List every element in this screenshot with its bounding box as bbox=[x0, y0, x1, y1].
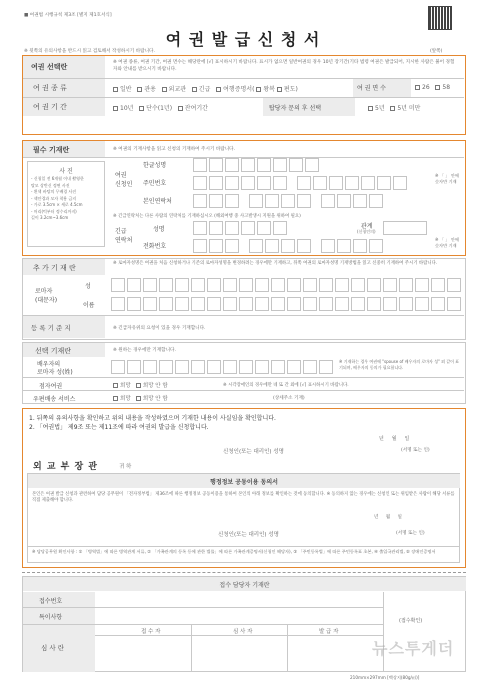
receipt-number-label: 접수번호 bbox=[39, 598, 63, 605]
passport-pages-label: 여 권 면 수 bbox=[357, 85, 386, 92]
required-instruction: ※ 여권의 기재사항을 읽고 신청의 기재하여 주시기 바랍니다. bbox=[113, 147, 236, 152]
photo-notes: - 신청일 전 6개월 이내 촬영한 탈모 상반신 정면 사진 - 흰색 바탕의 무배경 사진 - 색안경과 모자 착용 금지 - 가로 3.5cm × 세로 4.5cm - 머리(턱부터 정수리까지) 길이 3.2cm~3.6cm bbox=[31, 176, 84, 220]
domestic-note-2: ※ 「 」 안에 숫자만 기재 bbox=[435, 237, 459, 248]
spouse-label: 배우자의 로마자 성(姓) bbox=[37, 361, 73, 376]
optional-section bbox=[22, 342, 466, 404]
watermark: 뉴스투게더 bbox=[372, 639, 455, 658]
cut-line bbox=[22, 572, 466, 573]
passport-type-label: 여 권 종 류 bbox=[33, 84, 67, 92]
spouse-note: ※ 기재하는 경우 여권에 "spouse of 배우자의 로마자 성" 외 같이 표기되며, 배우자의 동의가 필요합니다. bbox=[339, 359, 460, 370]
special-notes-label: 특이사항 bbox=[39, 614, 63, 621]
reviewer-label: 심 사 자 bbox=[233, 629, 253, 635]
braille-note: ※ 시각장애인의 경우에만 네 또 간 외에 [√] 표시하시기 바랍니다. bbox=[223, 383, 349, 388]
required-section bbox=[22, 140, 466, 256]
receiver-label: 접 수 자 bbox=[141, 629, 161, 635]
optional-label: 선택 기재란 bbox=[35, 347, 72, 355]
additional-instruction: ※ 로마자성명은 여권을 처음 신청하거나 기존의 로마자성명을 변경하려는 경우에만 기재하고, 뒤쪽 여권의 로마자성명 기재방법을 읽고 신중히 기재하여 주시기 바랍니다. bbox=[113, 261, 438, 266]
receipt-confirm-label: (접수확인) bbox=[399, 618, 423, 624]
declaration-date: 년 월 일 bbox=[379, 436, 410, 442]
passport-selection-instruction: ※ 여권 종류, 여권 기간, 여권 면수는 해당란에 [√] 표시하시기 바랍니다. 표시가 없으면 일반여권의 경우 10년 장기간(기타 법령 여권은 발급되어, 지시한 사람은 붉어 경험자와 안내를 받으시기 바랍니다. bbox=[113, 60, 455, 72]
issuer-label: 발 급 자 bbox=[319, 629, 339, 635]
form-reference: ■ 여권법 시행규칙 제3조 [별지 제1호서식] bbox=[24, 13, 112, 18]
passport-period-options[interactable]: 10년 단수(1년) 잔여기간 bbox=[113, 103, 208, 112]
paper-size: 210mm×297mm [백상지(80g/㎡)] bbox=[350, 675, 420, 680]
photo-box bbox=[27, 161, 105, 247]
relation-sub-label: (신청인의) bbox=[357, 229, 376, 234]
mail-delivery-label: 우편배송 서비스 bbox=[33, 396, 76, 403]
emergency-name-label: 성명 bbox=[153, 226, 165, 233]
front-mark: (앞쪽) bbox=[430, 49, 443, 54]
applicant-label: 여권 신청인 bbox=[115, 172, 133, 188]
consent-box bbox=[27, 473, 460, 563]
declaration-line-1: 1. 뒤쪽의 유의사항을 확인하고 위의 내용을 작성하였으며 기재한 내용이 사실임을 확인합니다. bbox=[29, 415, 276, 422]
optional-period-label: 탑당자 문의 후 선택 bbox=[269, 105, 322, 112]
consent-footer: ※ 담당공무원 확인사항 : ① 「병역법」에 따른 병역관계 서류, ② 「가족관계의 등록 등에 관한 법률」에 따른 가족관계증명서(신청인 해당자), ③ 「주민등록법」에 따른 주민등록표 초본, ④ 출입국관리법, ⑤ 장애인증명서 bbox=[32, 549, 436, 554]
declaration-signer: 신청인(또는 대리인) 성명 bbox=[223, 449, 284, 455]
office-use-title: 접수 담당자 기재란 bbox=[219, 582, 270, 589]
korean-name-label: 한글성명 bbox=[143, 162, 167, 169]
declaration-sign-note: (서명 또는 인) bbox=[401, 448, 430, 453]
recipient-honorific: 귀 하 bbox=[119, 464, 132, 470]
optional-period-options[interactable]: 5년 5년 미만 bbox=[368, 103, 420, 112]
page-title: 여 권 발 급 신 청 서 bbox=[165, 30, 321, 49]
consent-signer: 신청인(또는 대리인) 성명 bbox=[218, 532, 279, 538]
optional-instruction: ※ 원하는 경우에만 기재합니다. bbox=[113, 348, 176, 353]
given-name-label: 이름 bbox=[83, 302, 95, 309]
declaration-section bbox=[22, 408, 466, 568]
passport-period-label: 여 권 기 간 bbox=[33, 103, 67, 111]
passport-pages-options[interactable]: 26 58 bbox=[415, 84, 450, 91]
passport-type-options[interactable]: 일반 관용 외교관 긴급 여행증명서( 왕복 편도) bbox=[113, 84, 298, 93]
top-notice: ※ 뒷쪽의 유의사항을 반드시 읽고 검토해서 작성하시기 바랍니다. bbox=[24, 49, 155, 54]
photo-title: 사 진 bbox=[59, 168, 73, 175]
braille-options[interactable]: 희망 희망 안 함 bbox=[113, 381, 168, 389]
contact-label: 본인연락처 bbox=[143, 198, 172, 205]
consent-body: 본인은 여권 발급 신청과 관련하여 담당 공무원이 「전자정부법」 제36조에 따른 행정정보 공동이용을 통하여 본인의 아래 정보를 확인하는 것에 동의합니다. ※ 동의하지 않는 경우에는 신청인 또는 위임받은 사람이 해당 서류를 직접 제출해야 합니다. bbox=[32, 492, 455, 503]
consent-date: 년 월 일 bbox=[374, 515, 402, 520]
mail-delivery-options[interactable]: 희망 희망 안 함 bbox=[113, 394, 168, 402]
relation-label: 관계 bbox=[361, 223, 373, 230]
passport-selection-label: 여권 선택란 bbox=[31, 63, 68, 71]
emergency-phone-label: 전화번호 bbox=[143, 243, 167, 250]
additional-label: 추 가 기 재 란 bbox=[33, 264, 76, 272]
review-label: 심 사 란 bbox=[41, 644, 64, 652]
recipient: 외 교 부 장 관 bbox=[33, 462, 99, 472]
declaration-line-2: 2. 「여권법」 제9조 또는 제11조에 따라 여권의 발급을 신청합니다. bbox=[29, 424, 209, 431]
braille-label: 점자여권 bbox=[39, 383, 63, 390]
required-label: 필수 기재란 bbox=[33, 146, 70, 154]
passport-selection-section bbox=[22, 55, 466, 135]
roman-name-label: 로마자 (대문자) bbox=[35, 288, 58, 304]
surname-label: 성 bbox=[85, 283, 91, 290]
additional-section bbox=[22, 258, 466, 340]
domicile-label: 등 록 기 준 지 bbox=[31, 324, 71, 332]
domestic-note: ※ 「 」 안에 숫자만 기재 bbox=[435, 173, 459, 184]
emergency-label: 긴급 연락처 bbox=[115, 228, 133, 244]
emergency-note: ※ 긴급연락처는 다른 사람의 연락처를 기재하십시오 (해외여행 중 사고발생시 지원을 위하여 필요) bbox=[113, 214, 301, 219]
domicile-note: ※ 긴급자유위의 요청이 있을 경우 기재합니다. bbox=[113, 326, 206, 331]
relation-field[interactable] bbox=[383, 221, 427, 235]
resident-number-label: 주민번호 bbox=[143, 180, 167, 187]
consent-title: 행정정보 공동이용 동의서 bbox=[210, 479, 278, 486]
consent-sign-note: (서명 또는 인) bbox=[396, 531, 425, 536]
mail-delivery-note: (상세주소 기재) bbox=[273, 396, 305, 401]
